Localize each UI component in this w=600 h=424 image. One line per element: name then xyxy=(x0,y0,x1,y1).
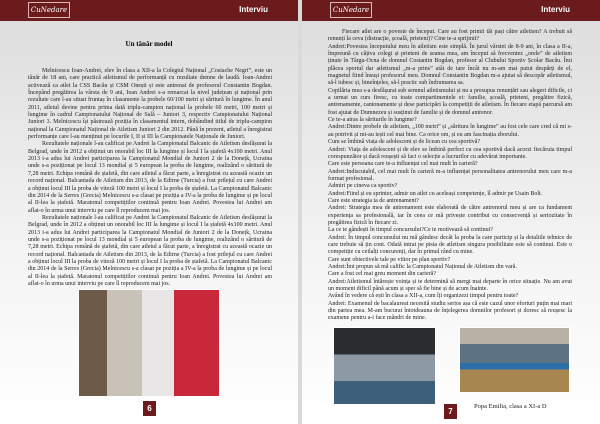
magazine-logo: CuNedare xyxy=(28,2,70,18)
answer: Andrei:Fiind și eu sprinter, admir un atlet cu aceleași competențe, îl admir pe Usain Bolt. xyxy=(328,190,543,197)
photo-long-jump xyxy=(459,327,570,393)
article-title: Un tânăr model xyxy=(125,40,173,48)
interview-body xyxy=(328,29,572,323)
answer: Andrei:Îmi propun să mă calific la Campionatul Național de Atletism din vară. xyxy=(328,264,517,270)
article-body xyxy=(28,68,272,288)
paragraph: Rezultatele naționale l-au calificat pe Andrei la Campionatul Balcanic de Atletism desfășurat la Belgrad, unde în 2012 a obținut un onorabil loc III la lungime și locul I la ștafetă 4x100 metri. Anul 2013 i-a adus lui Andrei participarea la Campionatul Mondial de Juniori 2 de la Donețk, Ucraina unde s-a poziționat pe locul 13 mondial și 5 european la proba de lungime, realizând o săritură de 7,28 metri. Echipa română de ștafetă, din care atletul a făcut parte, a înregistrat cu această ocazie un record național. Balcaniada de Atletism din 2013, de la Edirne (Turcia) a fost prilejul cu care Andrei a obținut locul III la proba de viteză 100 metri și locul I la proba de ștafetă. La Campionatul Balcanic din 2014 de la Serres (Grecia) Melnicescu s-a clasat pe poziția a IV-a la proba de lungime și pe locul al II-lea la ștafetă. Maratonul competițiilor continuă pentru Ioan Andrei. Povestea lui Andrei am aflat-o în urma unui interviu pe care îl reproducem mai jos. xyxy=(28,214,272,287)
question: Admiri pe cineva ca sportiv? xyxy=(328,183,398,190)
section-title: Interviu xyxy=(239,5,268,14)
answer: Andrei:Dintre probele de atletism, „100 metri” și „săritura în lungime” au fost cele care cred că mi s-au potrivit și mi-au ieșit cel mai bine. Ca orice om, și eu am fascinația zborului. xyxy=(328,124,572,138)
page-6 xyxy=(0,0,298,424)
answer: Andrei:Indiscutabil, cel mai mult în carieră m-a influențat personalitatea antrenorului meu care m-a format profesional. xyxy=(328,168,572,182)
photo-podium xyxy=(333,327,436,405)
question: Care este persoana care te-a influențat cel mai mult în carieră? xyxy=(328,161,478,168)
question: Având în vedere că ești în clasa a XII-a, cum îți organizezi timpul pentru toate? xyxy=(328,293,519,300)
answer: Andrei: Examenul de bacalaureat necesită studiu serios așa că este cazul unor eforturi puțin mai mari din partea mea. M-am bucurat întotdeauna de înțelegerea domnilor profesori și doresc să reușesc la examene pentru a-i face mândri de mine. xyxy=(328,300,572,322)
answer: Andrei:Povestea începutului meu în atletism este simplă. În jurul vârstei de 8-9 ani, în clasa a II-a, împreună cu câțiva colegi și prieteni de seama mea, am început să frecventez „orele” de atletism ținute în Târgu-Ocna de domnul Costantin Bogdan, profesor al Clubului Sportiv Școlar Bacău. Îmi plăcea sportul dar atletismul „m-a prins” atât de tare încât nu m-am mai putut despărți de el, magnetul fiind însuși profesorul meu. Domnul Constantin Bogdan m-a ajutat să descopăr atletismul, să-l iubesc și, bineînțeles, să-l practic sub îndrumarea sa. xyxy=(328,43,572,87)
question: Care sunt obiectivele tale pe viitor pe plan sportiv? xyxy=(328,256,451,263)
answer: Andrei:Atletismul întărește voința și te determină să mergi mai departe în orice situație. Nu am avut un moment dificil până acum și sper să fie bine și de acum înainte. xyxy=(328,278,572,293)
answer: Andrei: Viața de adolescent și de elev se îmbină perfect cu cea sportivă dacă acorzi fiecăruia timpul corespunzător și dacă reușești să faci o selecție a lucrurilor cu adevărat importante. xyxy=(328,146,572,160)
paragraph: Rezultatele naționale l-au calificat pe Andrei la Campionatul Balcanic de Atletism desfășurat la Belgrad, unde în 2012 a obținut un onorabil loc III la lungime și locul I la ștafetă 4x100 metri. Anul 2013 i-a adus lui Andrei participarea la Campionatul Mondial de Juniori 2 de la Donețk, Ucraina unde s-a poziționat pe locul 13 mondial și 5 european la proba de lungime, realizând o săritură de 7,28 metri. Echipa română de ștafetă, din care atletul a făcut parte, a înregistrat cu această ocazie un record național. Balcaniada de Atletism din 2013, de la Edirne (Turcia) a fost prilejul cu care Andrei a obținut locul III la proba de viteză 100 metri și locul I la proba de ștafetă. La Campionatul Balcanic din 2014 de la Serres (Grecia) Melnicescu s-a clasat pe poziția a IV-a la proba de lungime și pe locul al II-lea la ștafetă. Maratonul competițiilor continuă pentru Ioan Andrei. Povestea lui Andrei am aflat-o în urma unui interviu pe care îl reproducem mai jos. xyxy=(28,141,272,214)
page-7 xyxy=(302,0,600,424)
page-number: 7 xyxy=(444,404,457,419)
page-number: 6 xyxy=(143,401,156,416)
question: Care a fost cel mai greu moment din carieră? xyxy=(328,271,436,278)
paragraph: Melnicescu Ioan-Andrei, elev în clasa a XII-a la Colegiul Național „Costache Negri”, este un tânăr de 18 ani, care practică atletismul de performanță cu rezultate demne de laudă. Ioan-Andrei activează ca atlet la CSS Bacău și CSM Onești și este antrenat de profesorul Constantin Bogdan. Începând pregătirea la vârsta de 9 ani, Ioan Andrei s-a remarcat la nivel județean și național prin rezultate care l-au situat fruntaș în clasamente la probele 60/100 metri și săritură în lungime. În anul 2011, atletul devine pentru prima dată triplu-campion național la probele 60 metri, 100 metri și lungime în cadrul Campionatului Național de Sală – Juniori 3, respectiv Campionatului Național Juniori 3. Melnicescu își păstrează poziția în clasamentul intern, dobândind titlul de triplu-campion național la Campionatul Național de Atletism Juniori 2 din 2012. Până în prezent, atletul a înregistrat performanțe care l-au menținut pe locurile I, II și III la Campionatele Naționale de Juniori. xyxy=(28,68,272,141)
answer: Andrei: În timpul concursului nu mă gândesc decât la proba la care particip și la detaliile tehnice de care trebuie să țin cont. Odată intrat pe pista de atletism singura posibilitate este să continui. Este o competiție cu ceilalți concurenți, dar în primul rând cu mine. xyxy=(328,234,572,256)
header-bar xyxy=(0,0,298,21)
question: Cum se îmbină viața de adolescent și de licean cu cea sportivă? xyxy=(328,139,481,146)
question: Ce te-a atras la săriturile în lungime? xyxy=(328,117,417,124)
question: La ce te gândești în timpul concursului?Ce te motivează să continui? xyxy=(328,227,493,234)
answer: Andrei: Strategia mea de antrenament este elaborată de către antrenorul meu și are ca fundament experiența sa profesională, iar în ceea ce mă privește contribui cu consecvență și seriozitate în pregătirea fizică în fiecare zi. xyxy=(328,205,572,226)
section-title: Interviu xyxy=(541,5,570,14)
question: Care este strategia ta de antrenament? xyxy=(328,197,419,204)
magazine-logo: CuNedare xyxy=(330,2,372,18)
photo-athlete-with-diploma xyxy=(78,289,220,397)
header-bar xyxy=(302,0,600,21)
photo-caption: Popa Emilia, clasa a XI-a D xyxy=(474,403,547,410)
answer: Copilăria mea s-a desfășurat sub semnul atletismului și nu a presupus renunțări sau alegeri dificile, ci a urmat un curs firesc, cu toate compartimentele ei: familie, școală, prieteni, pregătire fizică, antrenamente, cantonamente și dese participări la competiții de atletism. În fiecare etapă parcursă am fost ajutat de Dumnezeu și susținut de familie și de domnul antrenor. xyxy=(328,87,572,116)
question: Fiecare atlet are o poveste de început. Care au fost primii tăi pași către atletism? A trebuit să renunți la ceva (distracție, școală, prieteni)? Cine te-a sprijinit? xyxy=(328,29,572,43)
